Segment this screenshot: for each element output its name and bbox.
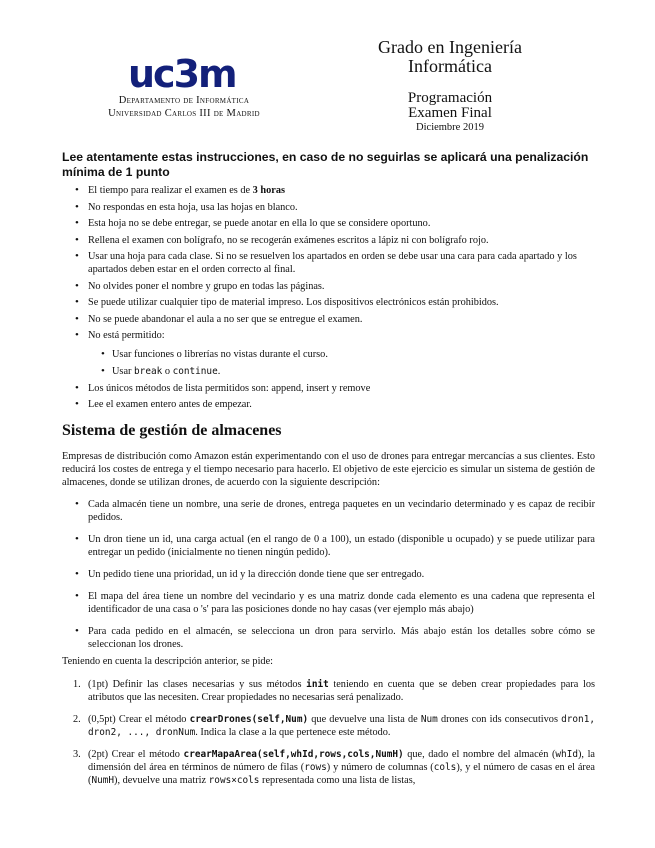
degree-line-2: Informática — [408, 56, 492, 76]
section-title: Sistema de gestión de almacenes — [62, 422, 282, 439]
task-intro: Teniendo en cuenta la descripción anterior, se pide: — [62, 656, 274, 667]
list-item: • Un dron tiene un id, una carga actual (en el rango de 0 a 100), un estado (disponible u ocupado) y se puede utilizar para entregar un pedido (inicialmente no tienen ningún pedido). — [62, 533, 595, 559]
list-item: • Los únicos métodos de lista permitidos son: append, insert y remove — [62, 382, 602, 395]
requirement-item: 1. (1pt) Definir las clases necesarias y sus métodos init teniendo en cuenta que se deben crear propiedades para los atributos que las necesiten. Crear propiedades no necesarias será penalizado. — [73, 679, 595, 703]
list-item: • No respondas en esta hoja, usa las hojas en blanco. — [62, 201, 602, 214]
forbidden-list — [88, 348, 602, 378]
department-block — [90, 94, 278, 120]
instructions-title: Lee atentamente estas instrucciones, en caso de no seguirlas se aplicará una penalización mínima de 1 punto — [62, 150, 589, 179]
intro-paragraph: Empresas de distribución como Amazon están experimentando con el uso de drones para entregar mercancías a sus clientes. Esto reducirá los costes de entrega y el tiempo necesario para hacerlo. El objetivo de este ejercicio es simular un sistema de gestión de almacenes, donde se utilizan drones, de acuerdo con la siguiente descripción: — [62, 451, 595, 488]
degree-line-1: Grado en Ingeniería — [378, 37, 522, 57]
course-block — [360, 91, 540, 121]
list-item: • Rellena el examen con bolígrafo, no se recogerán exámenes escritos a lápiz ni con bolígrafo rojo. — [62, 234, 602, 247]
svg-text:uc3m: uc3m — [128, 56, 236, 92]
degree-title — [340, 38, 560, 76]
department-name: Departamento de Informática — [118, 95, 250, 106]
list-item: • El mapa del área tiene un nombre del vecindario y es una matriz donde cada elemento es una cadena que representa el identificador de una casa o 's' para las posiciones donde no hay casas (ver ejemplo más abajo) — [62, 590, 595, 616]
requirement-item: 2. (0,5pt) Crear el método crearDrones(self,Num) que devuelve una lista de Num drones con ids consecutivos dron1, dron2, ..., dronNum. Indica la clase a la que pertenece este método. — [73, 714, 595, 738]
exam-date: Diciembre 2019 — [416, 122, 484, 133]
requirements-list — [62, 678, 595, 787]
list-item: • Un pedido tiene una prioridad, un id y la dirección donde tiene que ser entregado. — [62, 568, 595, 581]
list-item: • El tiempo para realizar el examen es de 3 horas — [62, 184, 602, 197]
uc3m-logo — [128, 56, 240, 92]
university-name: Universidad Carlos III de Madrid — [108, 108, 260, 119]
list-item: • No olvides poner el nombre y grupo en todas las páginas. — [62, 280, 602, 293]
list-item: • Para cada pedido en el almacén, se selecciona un dron para servirlo. Más abajo están los detalles sobre cómo se seleccionan los drones. — [62, 625, 595, 651]
course-name: Programación — [407, 90, 493, 106]
list-item: • Usar una hoja para cada clase. Si no se resuelven los apartados en orden se debe usar una cara para cada apartado y los apartados deben estar en el orden correcto al final. — [62, 250, 602, 276]
sub-list-item: • Usar funciones o librerías no vistas durante el curso. — [62, 348, 602, 361]
list-item: • No se puede abandonar el aula a no ser que se entregue el examen. — [62, 313, 602, 326]
exam-duration: 3 horas — [252, 185, 285, 196]
list-item: • Esta hoja no se debe entregar, se puede anotar en ella lo que se considere oportuno. — [62, 217, 602, 230]
list-item: • No está permitido: • Usar funciones o librerías no vistas durante el curso. • Usar break o continue. — [62, 329, 602, 378]
list-item: • Se puede utilizar cualquier tipo de material impreso. Los dispositivos electrónicos están prohibidos. — [62, 296, 602, 309]
requirement-item: 3. (2pt) Crear el método crearMapaArea(self,whId,rows,cols,NumH) que, dado el nombre del almacén (whId), la dimensión del área en términos de número de filas (rows) y número de columnas (cols), y el número de casas en el área (NumH), devuelve una matriz rows×cols representada como una lista de listas, — [73, 749, 596, 786]
list-item: • Cada almacén tiene un nombre, una serie de drones, entrega paquetes en un vecindario determinado y es capaz de recibir pedidos. — [62, 498, 595, 524]
list-item: • Lee el examen entero antes de empezar. — [62, 398, 602, 411]
instructions-list — [62, 184, 602, 411]
sub-list-item: • Usar break o continue. — [62, 365, 602, 378]
exam-name: Examen Final — [408, 105, 492, 121]
description-list — [62, 498, 595, 651]
